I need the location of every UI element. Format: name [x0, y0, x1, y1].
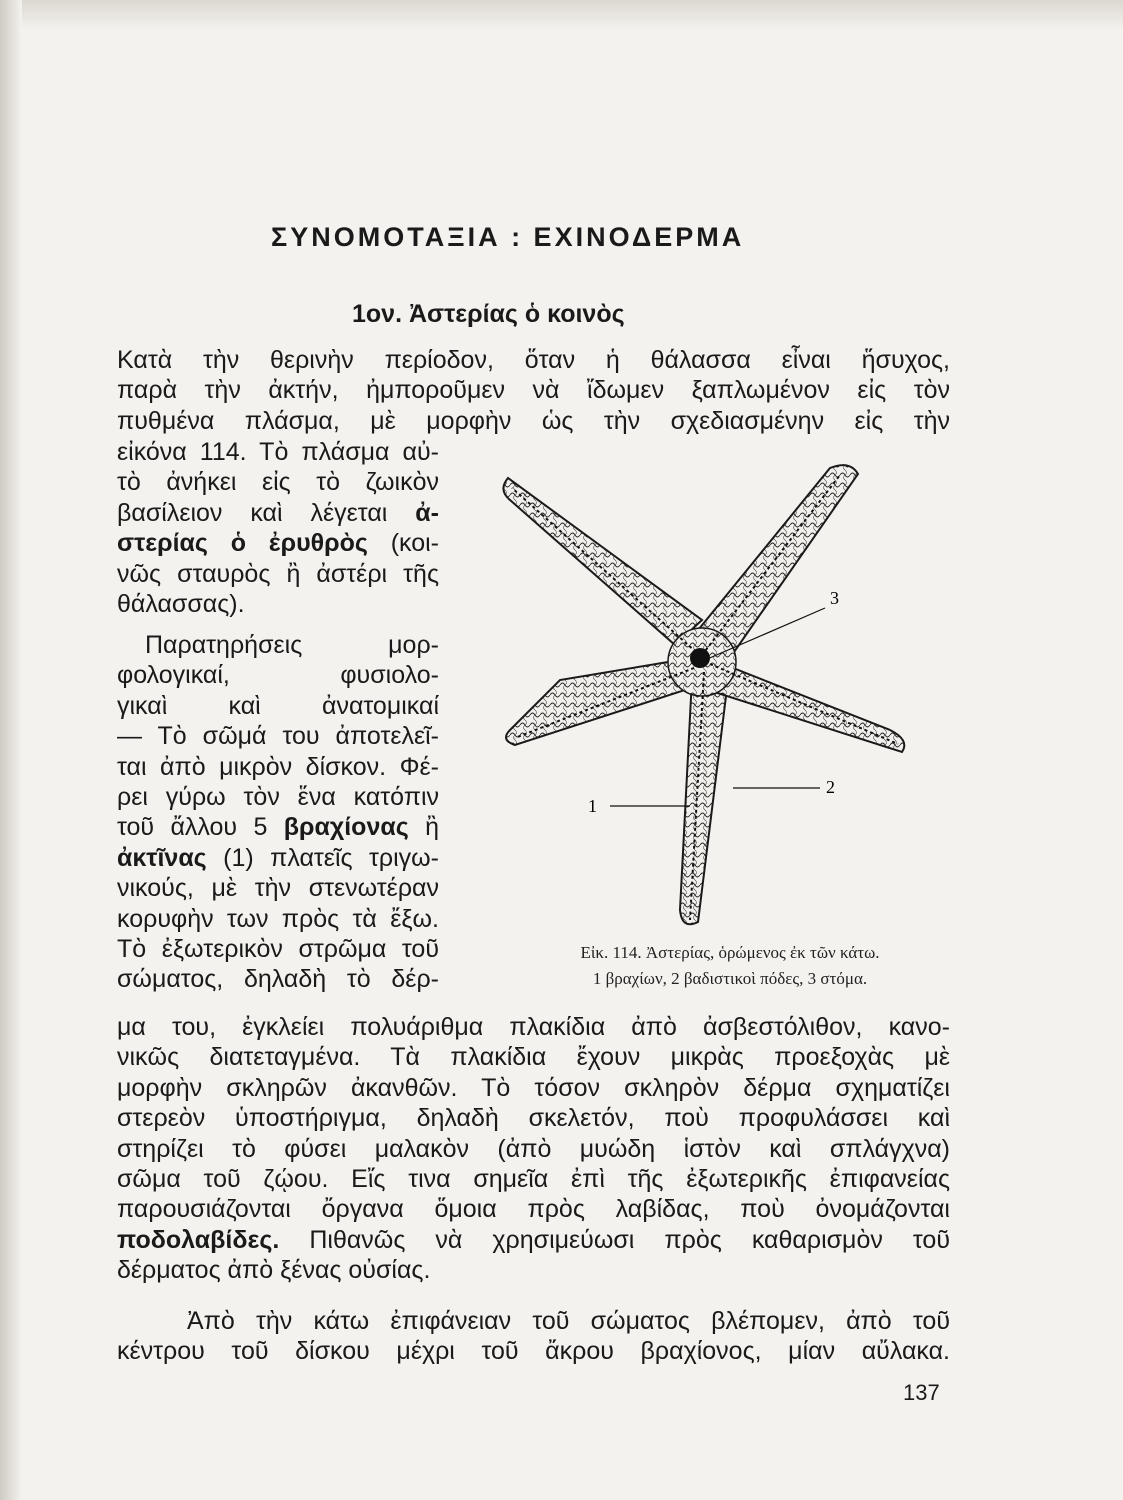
- page-number: 137: [903, 1380, 940, 1405]
- bold-term: βραχίονας: [283, 813, 409, 842]
- bold-term: στερίας ὁ ἐρυθρὸς: [117, 529, 368, 558]
- text-line: στερίας ὁ ἐρυθρὸς (κοι-: [117, 529, 440, 558]
- starfish-illustration: [470, 440, 950, 960]
- starfish-figure: [470, 440, 950, 960]
- page-top-shadow: [0, 0, 1123, 30]
- callout-2: 2: [826, 777, 835, 797]
- text-line: στερεὸν ὑποστήριγμα, δηλαδὴ σκελετόν, ποὺ προφυλάσσει καὶ: [117, 1104, 950, 1133]
- text-line: πυθμένα πλάσμα, μὲ μορφὴν ὡς τὴν σχεδιασμένην εἰς τὴν: [117, 406, 950, 435]
- intro-paragraph: [117, 345, 950, 436]
- text-line: εἰκόνα 114. Τὸ πλάσμα αὐ-: [117, 438, 439, 466]
- text-line: νικῶς διατεταγμένα. Τὰ πλακίδια ἔχουν μικρὰς προεξοχὰς μὲ: [117, 1043, 950, 1072]
- mouth: [690, 648, 710, 668]
- text-line: ρει γύρω τὸν ἕνα κατόπιν: [117, 783, 439, 812]
- text-line: μορφὴν σκληρῶν ἀκανθῶν. Τὸ τόσον σκληρὸν δέρμα σχηματίζει: [117, 1073, 950, 1102]
- text-line: Ἀπὸ τὴν κάτω ἐπιφάνειαν τοῦ σώματος βλέπομεν, ἀπὸ τοῦ: [187, 1307, 950, 1335]
- caption-line: 1 βραχίων, 2 βαδιστικοὶ πόδες, 3 στόμα.: [592, 969, 868, 988]
- text-line: φολογικαί, φυσιολο-: [117, 661, 439, 690]
- text-line: παρουσιάζονται ὄργανα ὅμοια πρὸς λαβίδας, ποὺ ὀνομάζονται: [117, 1195, 950, 1224]
- text-line: δέρματος ἀπὸ ξένας οὐσίας.: [117, 1256, 431, 1285]
- text-line: ἀκτῖνας (1) πλατεῖς τριγω-: [117, 843, 439, 872]
- text-line: Τὸ ἐξωτερικὸν στρῶμα τοῦ: [117, 935, 439, 964]
- text-line: γικαὶ καὶ ἀνατομικαί: [117, 691, 439, 720]
- starfish-body: [503, 465, 904, 924]
- text-line: παρὰ τὴν ἀκτήν, ἠμποροῦμεν νὰ ἴδωμεν ξαπλωμένον εἰς τὸν: [117, 376, 950, 405]
- bold-term: ποδολαβίδες.: [117, 1225, 280, 1254]
- bold-term: ἀκτῖνας: [117, 843, 207, 872]
- body-paragraph: [117, 1012, 950, 1286]
- text-line: — Τὸ σῶμά του ἀποτελεῖ-: [117, 722, 439, 751]
- caption-line: Εἰκ. 114. Ἀστερίας, ὁρώμενος ἐκ τῶν κάτω.: [580, 943, 880, 962]
- text-line: ποδολαβίδες. Πιθανῶς νὰ χρησιμεύωσι πρὸς καθαρισμὸν τοῦ: [117, 1225, 950, 1254]
- text-line: τοῦ ἄλλου 5 βραχίονας ἢ: [117, 813, 439, 842]
- callout-1: 1: [588, 796, 597, 816]
- page-binding-edge: [0, 0, 22, 1500]
- text-line: Παρατηρήσεις μορ-: [145, 631, 439, 659]
- text-line: στηρίζει τὸ φύσει μαλακὸν (ἀπὸ μυώδη ἱστὸν καὶ σπλάγχνα): [117, 1134, 950, 1163]
- text-line: σῶμα τοῦ ζῴου. Εἴς τινα σημεῖα ἐπὶ τῆς ἐξωτερικῆς ἐπιφανείας: [117, 1165, 950, 1194]
- text-line: κορυφὴν των πρὸς τὰ ἔξω.: [117, 904, 439, 933]
- text-line: μα του, ἐγκλείει πολυάριθμα πλακίδια ἀπὸ ἀσβεστόλιθον, κανο-: [117, 1013, 950, 1041]
- figure-caption: [510, 940, 950, 992]
- final-paragraph: [117, 1306, 950, 1367]
- chapter-title: ΣΥΝΟΜΟΤΑΞΙΑ : ΕΧΙΝΟΔΕΡΜΑ: [271, 222, 745, 252]
- text-line: βασίλειον καὶ λέγεται ἀ-: [117, 498, 439, 527]
- callout-3: 3: [830, 588, 839, 608]
- text-line: κέντρου τοῦ δίσκου μέχρι τοῦ ἄκρου βραχίονος, μίαν αὔλακα.: [117, 1337, 950, 1366]
- narrow-column: [117, 437, 439, 619]
- bold-term: ἀ-: [415, 498, 439, 527]
- section-title: 1ον. Ἀστερίας ὁ κοινὸς: [352, 300, 625, 328]
- text-line: ται ἀπὸ μικρὸν δίσκον. Φέ-: [117, 752, 439, 781]
- text-line: θάλασσας).: [117, 590, 245, 619]
- text-line: νῶς σταυρὸς ἢ ἀστέρι τῆς: [117, 559, 439, 588]
- text-line: τὸ ἀνήκει εἰς τὸ ζωικὸν: [117, 468, 439, 497]
- observations-column: [117, 630, 439, 995]
- text-line: σώματος, δηλαδὴ τὸ δέρ-: [117, 965, 439, 994]
- text-line: νικούς, μὲ τὴν στενωτέραν: [117, 874, 439, 903]
- text-line: Κατὰ τὴν θερινὴν περίοδον, ὅταν ἡ θάλασσα εἶναι ἥσυχος,: [117, 346, 950, 374]
